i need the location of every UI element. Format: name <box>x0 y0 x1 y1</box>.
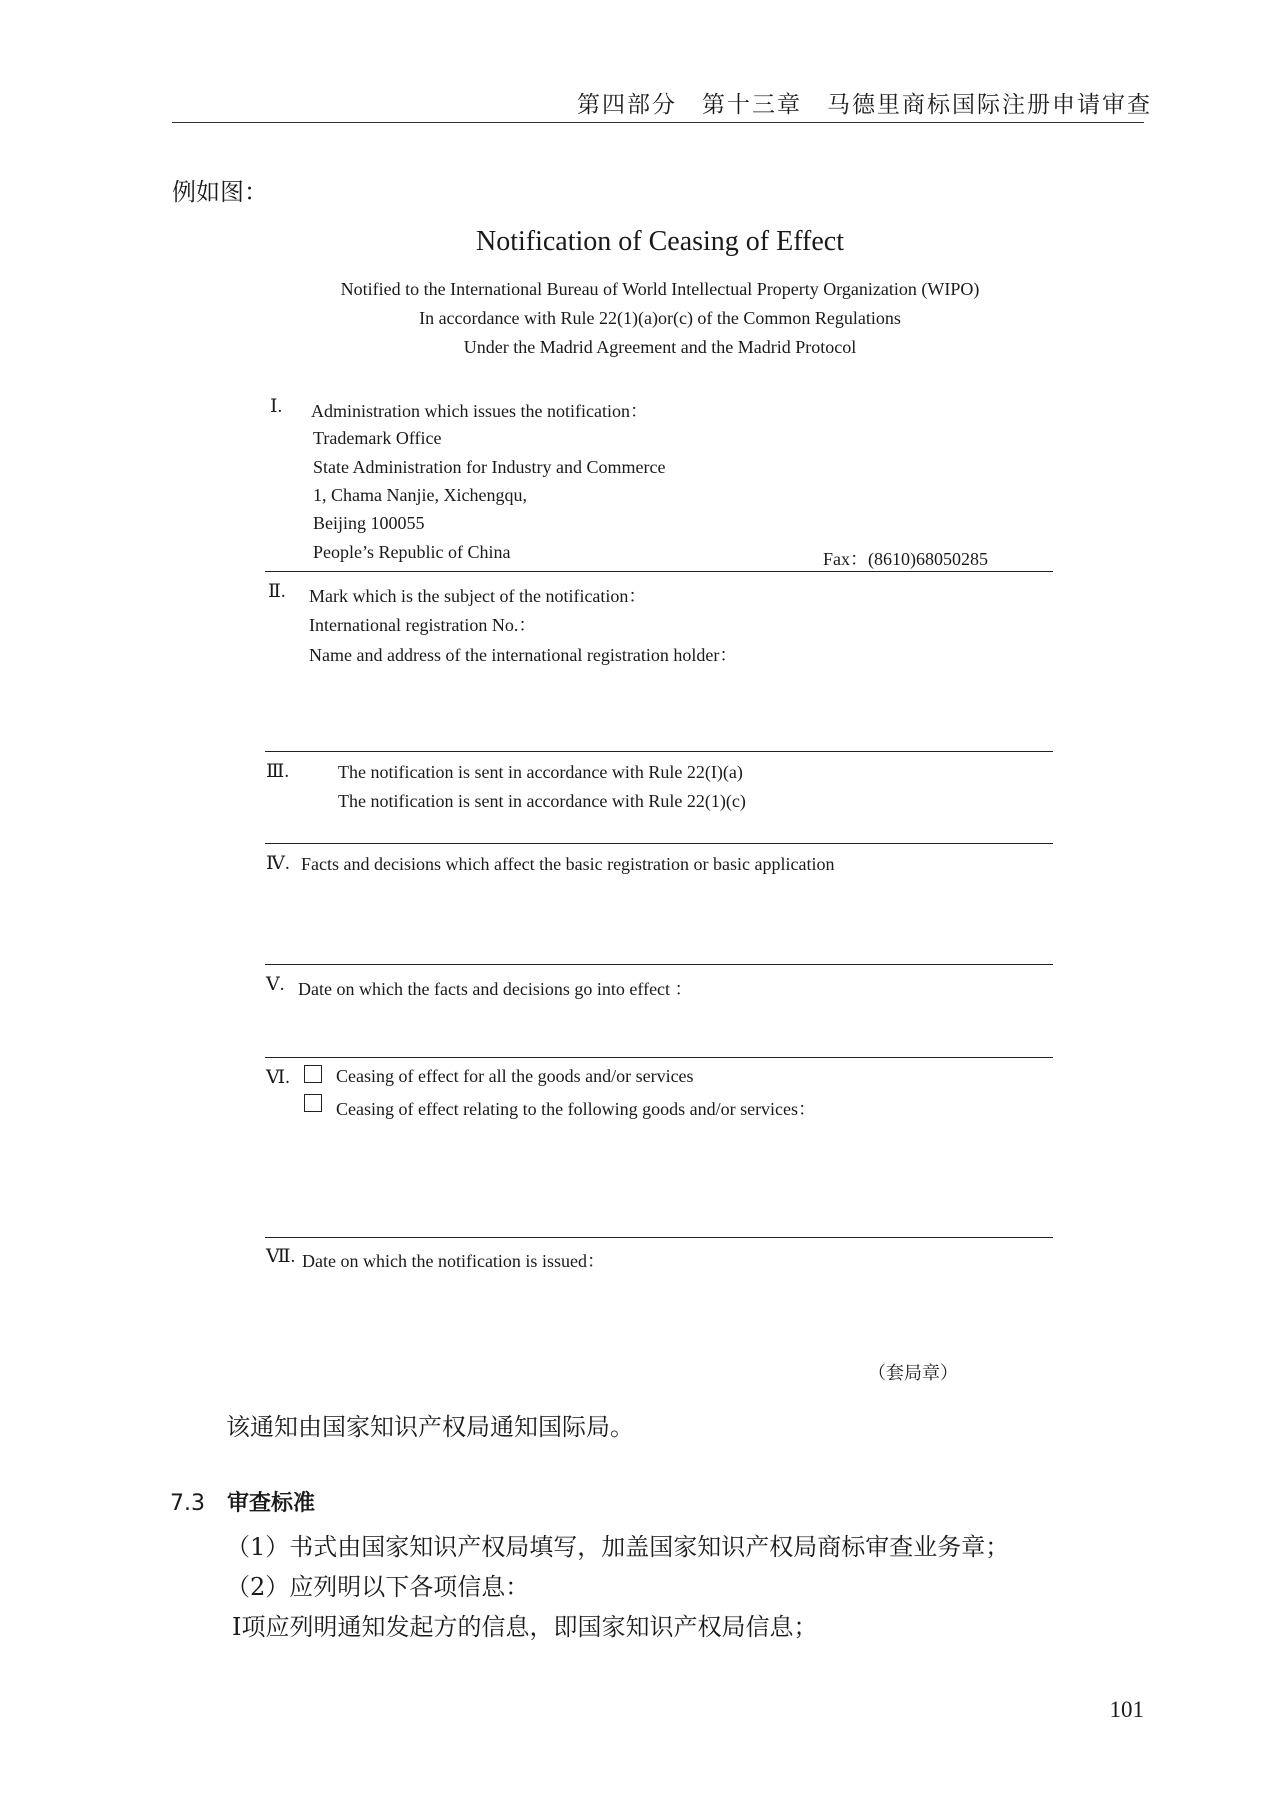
section2-number: Ⅱ. <box>268 581 286 602</box>
form-subtitle-2: In accordance with Rule 22(1)(a)or(c) of the Common Regulations <box>419 308 901 328</box>
example-label: 例如图： <box>172 178 268 206</box>
section3-line-1: The notification is sent in accordance with Rule 22(I)(a) <box>338 762 743 782</box>
fax-number: Fax：(8610)68050285 <box>823 549 988 569</box>
section1-line-2: State Administration for Industry and Commerce <box>313 457 666 477</box>
section7-label: Date on which the notification is issued： <box>302 1251 605 1271</box>
section-heading <box>170 1486 315 1517</box>
section2-line-1: Mark which is the subject of the notification： <box>309 586 647 606</box>
section-divider-4 <box>265 964 1053 965</box>
section-divider-5 <box>265 1057 1053 1058</box>
form-subtitle-3: Under the Madrid Agreement and the Madrid Protocol <box>463 337 857 357</box>
header-divider <box>172 122 1144 123</box>
section-divider-6 <box>265 1237 1053 1238</box>
following-goods-checkbox[interactable] <box>304 1094 322 1112</box>
section4-number: Ⅳ. <box>266 853 290 874</box>
section-divider-3 <box>265 843 1053 844</box>
form-subtitle-1: Notified to the International Bureau of World Intellectual Property Organization (WIPO) <box>340 279 980 299</box>
section6-number: Ⅵ. <box>266 1067 290 1088</box>
section-divider-1 <box>265 571 1053 572</box>
section7-number: Ⅶ. <box>266 1246 296 1267</box>
section1-label: Administration which issues the notification： <box>311 401 648 421</box>
section1-line-5: People’s Republic of China <box>313 542 511 562</box>
running-header: 第四部分 第十三章 马德里商标国际注册申请审查 <box>577 92 1152 118</box>
all-goods-option-label: Ceasing of effect for all the goods and/or services <box>336 1066 694 1086</box>
section-heading-number: 7.3 <box>170 1491 205 1516</box>
page-number: 101 <box>1109 1697 1144 1722</box>
paragraph-2: （2）应列明以下各项信息： <box>226 1573 530 1601</box>
section1-number: Ⅰ. <box>270 396 283 417</box>
section5-number: Ⅴ. <box>266 974 285 995</box>
section1-line-3: 1, Chama Nanjie, Xichengqu, <box>313 485 527 505</box>
all-goods-checkbox[interactable] <box>304 1065 322 1083</box>
section2-line-2: International registration No.： <box>309 615 537 635</box>
section-divider-2 <box>265 751 1053 752</box>
form-title: Notification of Ceasing of Effect <box>475 226 845 257</box>
following-goods-option-label: Ceasing of effect relating to the following goods and/or services： <box>336 1099 817 1119</box>
section5-label: Date on which the facts and decisions go into effect ： <box>298 979 693 999</box>
section-heading-title: 审查标准 <box>227 1491 316 1516</box>
section1-line-1: Trademark Office <box>313 428 442 448</box>
section2-line-3: Name and address of the international registration holder： <box>309 645 738 665</box>
body-note: 该通知由国家知识产权局通知国际局。 <box>226 1413 634 1441</box>
section3-number: Ⅲ. <box>266 761 290 782</box>
section1-line-4: Beijing 100055 <box>313 513 425 533</box>
paragraph-1: （1）书式由国家知识产权局填写，加盖国家知识产权局商标审查业务章； <box>226 1533 1010 1561</box>
seal-note: （套局章） <box>868 1363 958 1384</box>
section4-label: Facts and decisions which affect the basic registration or basic application <box>301 854 835 874</box>
paragraph-3: Ⅰ项应列明通知发起方的信息，即国家知识产权局信息； <box>232 1613 818 1641</box>
section3-line-2: The notification is sent in accordance with Rule 22(1)(c) <box>338 791 746 811</box>
